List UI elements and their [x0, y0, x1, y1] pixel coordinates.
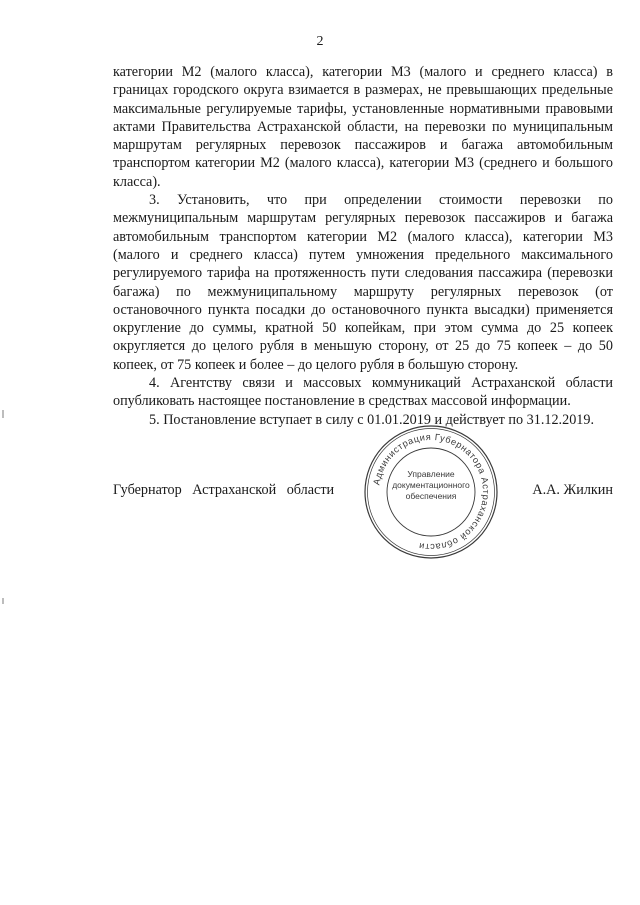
paragraph-4: 4. Агентству связи и массовых коммуникаций Астраханской области опубликовать настоящее постановление в средствах массовой информации. [113, 375, 613, 410]
seal-center-line: документационного [392, 480, 470, 490]
seal-center-text [386, 469, 476, 502]
official-seal [362, 423, 500, 561]
signatory-title: Губернатор Астраханской области [113, 482, 335, 498]
signatory-name: А.А. Жилкин [532, 482, 613, 498]
paragraph-continuation: категории М2 (малого класса), категории М3 (малого и среднего класса) в границах городского округа взимается в размерах, не превышающих предельные максимальные регулируемые тарифы, установленные нормативными правовыми актами Правительства Астраханской области, на перевозки по муниципальным маршрутам регулярных перевозок пассажиров и багажа автомобильным транспортом категории М2 (малого класса), категории М3 (среднего и большого класса). [113, 64, 613, 190]
paragraph-3: 3. Установить, что при определении стоимости перевозки по межмуниципальным маршрутам регулярных перевозок пассажиров и багажа автомобильным транспортом категории М2 (малого класса), категории М3 (малого и среднего класса) путем умножения предельного максимального регулируемого тарифа на протяженность пути следования пассажира (перевозки багажа) по межмуниципальному маршруту регулярных перевозок (от остановочного пункта посадки до остановочного пункта высадки) применяется округление до суммы, кратной 50 копейкам, при этом сумма до 25 копеек округляется до целого рубля в меньшую сторону, от 25 до 75 копеек – до 50 копеек, от 75 копеек и более – до целого рубля в большую сторону. [113, 192, 613, 373]
scan-margin-mark [2, 410, 4, 418]
seal-center-line: Управление [407, 469, 455, 479]
scan-margin-mark [2, 598, 4, 604]
document-body [113, 63, 613, 429]
seal-center-line: обеспечения [405, 491, 457, 501]
seal-ring-text: Администрация Губернатора Астраханской области [371, 431, 492, 553]
paragraph-5: 5. Постановление вступает в силу с 01.01.2019 и действует по 31.12.2019. [149, 411, 595, 428]
page-number: 2 [316, 34, 324, 49]
